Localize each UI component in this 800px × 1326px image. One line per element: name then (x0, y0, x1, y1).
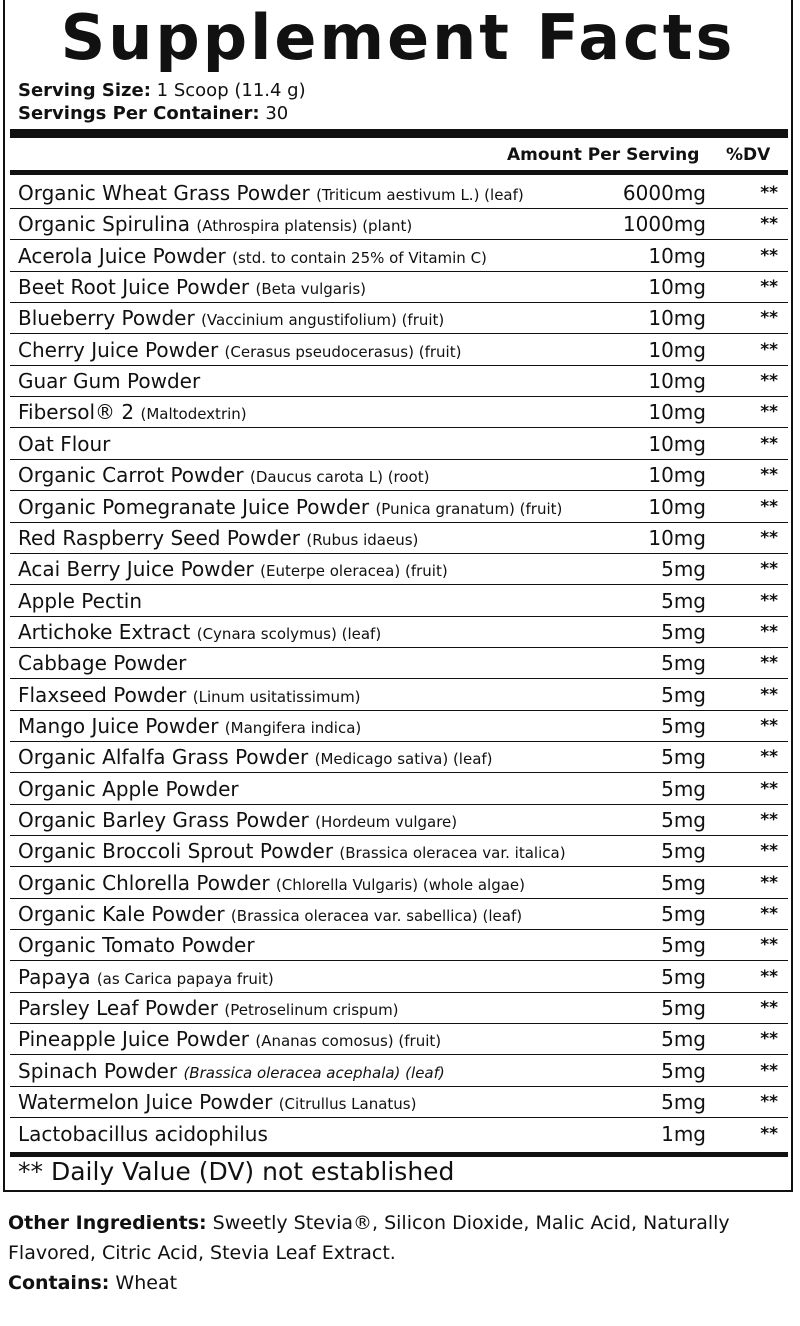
servings-label: Servings Per Container: (18, 103, 260, 124)
ingredient-name (18, 714, 361, 740)
ingredient-name (18, 181, 524, 207)
ingredient-row (10, 523, 788, 554)
ingredient-row (10, 711, 788, 742)
ingredient-dv: ** (760, 245, 778, 266)
ingredient-name (18, 1059, 445, 1085)
serving-size-label: Serving Size: (18, 80, 151, 101)
ingredient-source: (Brassica oleracea var. sabellica) (leaf) (230, 907, 523, 926)
ingredient-source: (Linum usitatissimum) (192, 687, 361, 706)
ingredient-source: (Daucus carota L) (root) (249, 468, 430, 487)
ingredient-label: Organic Kale Powder (18, 902, 225, 927)
ingredient-dv: ** (760, 935, 778, 956)
ingredient-row (10, 397, 788, 428)
ingredient-name (18, 808, 457, 834)
ingredient-amount: 6000mg (622, 181, 706, 205)
ingredient-amount: 5mg (661, 682, 706, 707)
amount-header: Amount Per Serving (507, 145, 700, 165)
other-ingredients-value: Sweetly Stevia®, Silicon Dioxide, Malic Acid, Naturally Flavored, Citric Acid, Stevia Leaf Extract. (8, 1212, 730, 1264)
ingredient-amount: 10mg (648, 337, 706, 362)
ingredient-label: Organic Spirulina (18, 212, 191, 237)
ingredient-dv: ** (760, 715, 778, 736)
ingredient-name (18, 400, 247, 426)
ingredient-row (10, 241, 788, 272)
ingredient-name (18, 1090, 416, 1116)
serving-size (18, 80, 306, 102)
ingredient-source: (Citrullus Lanatus) (278, 1095, 417, 1114)
ingredient-source: (Mangifera indica) (224, 718, 362, 737)
ingredient-dv: ** (760, 1092, 778, 1113)
ingredient-row (10, 617, 788, 648)
ingredient-name (18, 244, 487, 270)
ingredient-source: (Brassica oleracea acephala) (leaf) (183, 1063, 445, 1082)
ingredient-name (18, 871, 525, 897)
ingredient-amount: 5mg (661, 870, 706, 895)
ingredient-label: Acerola Juice Powder (18, 243, 226, 268)
ingredient-label: Oat Flour (18, 431, 111, 456)
ingredient-dv: ** (760, 684, 778, 705)
ingredient-label: Spinach Powder (18, 1058, 178, 1083)
ingredient-name (18, 369, 200, 393)
ingredient-source: (Petroselinum crispum) (224, 1001, 399, 1020)
ingredient-source: (Rubus idaeus) (306, 530, 419, 549)
ingredient-amount: 5mg (661, 839, 706, 864)
ingredient-dv: ** (760, 339, 778, 360)
ingredient-amount: 5mg (661, 964, 706, 989)
ingredient-row (10, 1056, 788, 1087)
ingredient-label: Organic Apple Powder (18, 776, 239, 801)
ingredient-dv: ** (760, 214, 778, 235)
ingredient-dv: ** (760, 966, 778, 987)
ingredient-source: (Punica granatum) (fruit) (375, 499, 563, 518)
other-ingredients-label: Other Ingredients: (8, 1212, 207, 1234)
ingredient-source: (Athrospira platensis) (plant) (196, 217, 413, 236)
ingredient-dv: ** (760, 778, 778, 799)
ingredient-amount: 10mg (648, 275, 706, 300)
ingredient-source: (Cynara scolymus) (leaf) (196, 624, 382, 643)
ingredient-row (10, 648, 788, 679)
ingredient-row (10, 774, 788, 805)
ingredient-label: Fibersol® 2 (18, 400, 135, 425)
ingredient-label: Papaya (18, 964, 91, 989)
ingredient-label: Organic Carrot Powder (18, 463, 244, 488)
ingredient-label: Organic Barley Grass Powder (18, 808, 309, 832)
ingredient-dv: ** (760, 841, 778, 862)
ingredient-dv: ** (760, 590, 778, 611)
ingredient-label: Organic Broccoli Sprout Powder (18, 839, 334, 864)
ingredient-row (10, 1024, 788, 1055)
ingredient-name (18, 996, 399, 1022)
ingredient-amount: 5mg (661, 808, 706, 832)
ingredient-dv: ** (760, 496, 778, 517)
ingredient-amount: 10mg (648, 306, 706, 331)
ingredient-label: Cherry Juice Powder (18, 337, 219, 362)
ingredient-amount: 5mg (661, 619, 706, 644)
ingredient-row (10, 742, 788, 773)
ingredient-source: (Vaccinium angustifolium) (fruit) (201, 311, 445, 330)
ingredient-name (18, 306, 444, 332)
ingredient-row (10, 899, 788, 930)
ingredient-name (18, 651, 186, 675)
ingredient-row (10, 1087, 788, 1118)
ingredient-amount: 5mg (661, 902, 706, 927)
ingredient-name (18, 745, 493, 771)
ingredient-dv: ** (760, 747, 778, 768)
ingredient-dv: ** (760, 998, 778, 1019)
ingredient-name (18, 463, 429, 489)
ingredient-dv: ** (760, 1123, 778, 1144)
ingredient-dv: ** (760, 559, 778, 580)
ingredient-name (18, 902, 522, 928)
ingredient-label: Flaxseed Powder (18, 682, 187, 707)
ingredient-dv: ** (760, 872, 778, 893)
ingredient-dv: ** (760, 465, 778, 486)
ingredient-label: Organic Tomato Powder (18, 933, 255, 958)
ingredient-amount: 5mg (661, 651, 706, 676)
ingredient-source: (Cerasus pseudocerasus) (fruit) (224, 342, 462, 361)
ingredient-source: (Hordeum vulgare) (315, 813, 458, 831)
ingredient-row (10, 272, 788, 303)
ingredient-amount: 5mg (661, 1090, 706, 1115)
ingredient-label: Organic Alfalfa Grass Powder (18, 745, 309, 770)
ingredient-row (10, 680, 788, 711)
ingredient-amount: 5mg (661, 1058, 706, 1083)
ingredient-amount: 5mg (661, 996, 706, 1021)
ingredient-row (10, 586, 788, 617)
ingredient-label: Guar Gum Powder (18, 369, 201, 394)
ingredient-row (10, 366, 788, 397)
other-ingredients (8, 1208, 800, 1298)
ingredient-label: Mango Juice Powder (18, 713, 219, 738)
ingredient-name (18, 839, 566, 865)
ingredient-name (18, 933, 255, 957)
ingredient-name (18, 212, 412, 238)
ingredient-amount: 10mg (648, 525, 706, 550)
ingredient-row (10, 429, 788, 460)
ingredient-label: Blueberry Powder (18, 306, 195, 331)
ingredient-amount: 5mg (661, 1027, 706, 1052)
ingredient-dv: ** (760, 183, 778, 203)
ingredient-name (18, 777, 239, 801)
ingredient-row (10, 868, 788, 899)
ingredient-name (18, 557, 448, 583)
ingredient-source: (as Carica papaya fruit) (96, 969, 274, 988)
ingredient-row (10, 805, 788, 836)
ingredient-dv: ** (760, 402, 778, 423)
ingredient-amount: 1mg (661, 1121, 706, 1146)
ingredient-row (10, 178, 788, 209)
ingredient-label: Organic Pomegranate Juice Powder (18, 494, 370, 519)
ingredient-name (18, 338, 461, 364)
ingredient-source: (Chlorella Vulgaris) (whole algae) (275, 875, 525, 894)
ingredient-dv: ** (760, 810, 778, 830)
ingredient-source: (Beta vulgaris) (255, 280, 366, 299)
ingredient-name (18, 1027, 441, 1053)
ingredient-label: Lactobacillus acidophilus (18, 1121, 268, 1146)
ingredient-amount: 5mg (661, 933, 706, 958)
ingredient-name (18, 965, 274, 991)
ingredient-row (10, 836, 788, 867)
ingredient-dv: ** (760, 904, 778, 925)
servings-per-container (18, 103, 288, 125)
ingredient-name (18, 495, 562, 521)
ingredient-amount: 10mg (648, 463, 706, 488)
ingredient-dv: ** (760, 621, 778, 642)
ingredient-label: Acai Berry Juice Powder (18, 557, 254, 582)
ingredient-amount: 10mg (648, 431, 706, 456)
ingredient-label: Watermelon Juice Powder (18, 1090, 273, 1115)
ingredient-source: (Brassica oleracea var. italica) (339, 844, 566, 863)
ingredient-label: Apple Pectin (18, 588, 143, 613)
ingredient-row (10, 335, 788, 366)
ingredient-source: (Medicago sativa) (leaf) (314, 750, 493, 769)
dv-header: %DV (726, 145, 771, 165)
ingredient-amount: 10mg (648, 243, 706, 268)
ingredient-label: Organic Wheat Grass Powder (18, 181, 310, 205)
ingredient-amount: 10mg (648, 494, 706, 519)
ingredient-dv: ** (760, 308, 778, 329)
dv-footnote: ** Daily Value (DV) not established (18, 1157, 455, 1186)
ingredient-name (18, 1122, 268, 1146)
ingredient-label: Red Raspberry Seed Powder (18, 525, 300, 550)
ingredient-amount: 1000mg (622, 212, 706, 237)
ingredient-dv: ** (760, 1029, 778, 1050)
ingredient-row (10, 303, 788, 334)
ingredient-amount: 5mg (661, 557, 706, 582)
ingredient-dv: ** (760, 433, 778, 454)
ingredient-amount: 5mg (661, 745, 706, 770)
ingredient-source: (Euterpe oleracea) (fruit) (260, 562, 448, 581)
contains-label: Contains: (8, 1272, 110, 1294)
top-divider (10, 129, 788, 138)
servings-value: 30 (265, 103, 289, 124)
ingredient-name (18, 683, 361, 709)
ingredient-name (18, 620, 381, 646)
ingredient-label: Artichoke Extract (18, 619, 191, 644)
header-divider (10, 170, 788, 175)
ingredient-name (18, 432, 110, 456)
ingredient-dv: ** (760, 1060, 778, 1081)
ingredient-row (10, 554, 788, 585)
ingredient-source: (Triticum aestivum L.) (leaf) (316, 186, 524, 204)
ingredient-row (10, 962, 788, 993)
ingredient-amount: 5mg (661, 713, 706, 738)
ingredient-label: Cabbage Powder (18, 651, 187, 676)
ingredient-dv: ** (760, 277, 778, 298)
ingredient-row (10, 492, 788, 523)
ingredient-source: (std. to contain 25% of Vitamin C) (232, 248, 487, 267)
ingredient-row (10, 930, 788, 961)
ingredient-amount: 5mg (661, 588, 706, 613)
ingredient-amount: 10mg (648, 400, 706, 425)
panel-title: Supplement Facts (60, 1, 736, 74)
ingredient-row (10, 993, 788, 1024)
ingredient-dv: ** (760, 653, 778, 674)
ingredient-label: Pineapple Juice Powder (18, 1027, 249, 1052)
ingredient-label: Beet Root Juice Powder (18, 275, 250, 300)
ingredient-name (18, 589, 142, 613)
ingredient-row (10, 1119, 788, 1150)
ingredient-dv: ** (760, 527, 778, 548)
ingredient-source: (Maltodextrin) (140, 405, 247, 424)
ingredient-label: Organic Chlorella Powder (18, 870, 270, 895)
ingredient-dv: ** (760, 371, 778, 392)
serving-size-value: 1 Scoop (11.4 g) (156, 80, 306, 101)
ingredient-row (10, 209, 788, 240)
contains-value: Wheat (115, 1272, 178, 1294)
ingredient-row (10, 460, 788, 491)
ingredient-amount: 10mg (648, 369, 706, 394)
ingredient-label: Parsley Leaf Powder (18, 996, 219, 1021)
ingredient-source: (Ananas comosus) (fruit) (255, 1032, 442, 1051)
ingredient-amount: 5mg (661, 776, 706, 801)
ingredient-name (18, 526, 418, 552)
ingredient-name (18, 275, 366, 301)
